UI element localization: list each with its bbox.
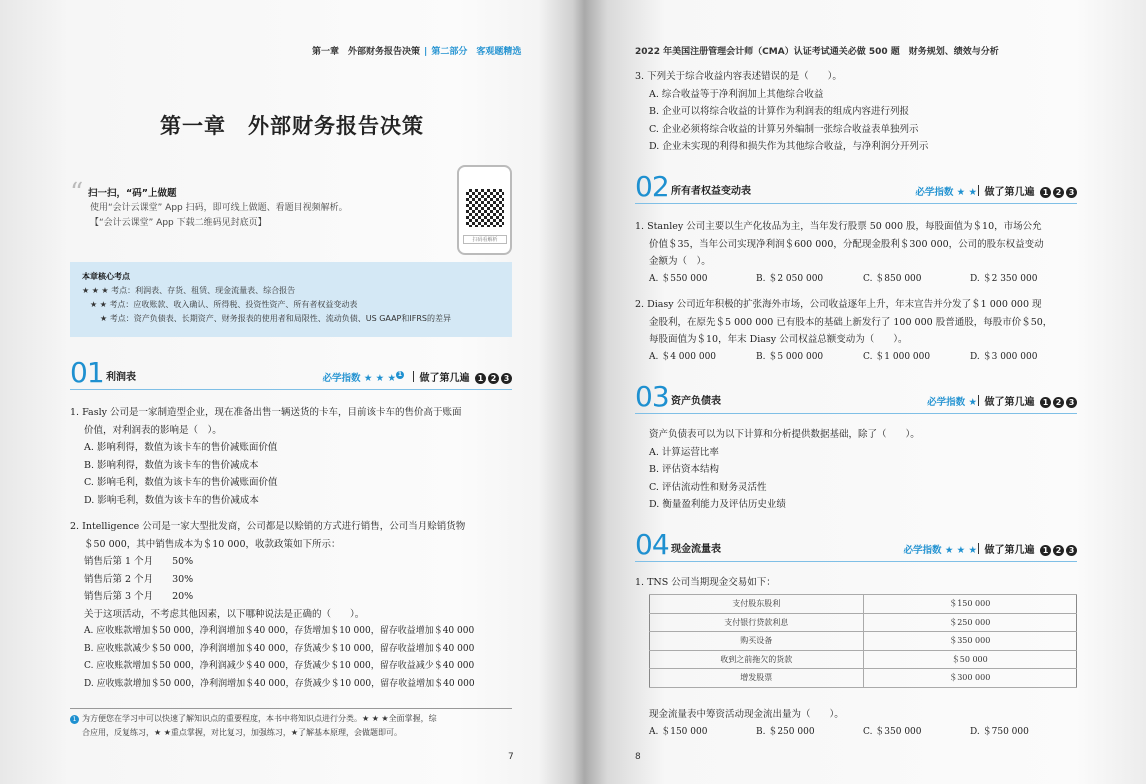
- s3q-option-a: A. 计算运营比率: [649, 446, 719, 458]
- q2-row-1: 销售后第 1 个月 50%: [84, 556, 194, 567]
- section-title: 资产负债表: [671, 396, 721, 407]
- attempt-counter: 做了第几遍 1 2 3: [978, 393, 1077, 408]
- s2q2-option-c: C. ＄1 000 000: [863, 351, 931, 362]
- s2q1-option-d: D. ＄2 350 000: [970, 273, 1038, 284]
- section-01-header: [70, 356, 512, 390]
- attempt-counter: 做了第几遍 1 2 3: [978, 541, 1077, 556]
- s4-question-stem: 1. TNS 公司当期现金交易如下：: [635, 577, 776, 588]
- q2-option-b: B. 应收账款减少＄50 000，净利润增加＄40 000，存货减少＄10 000，留存收益增加＄40 000: [84, 643, 475, 654]
- page-number-right: 8: [635, 752, 641, 762]
- s2-question-1: [635, 218, 1077, 288]
- scan-box: [70, 186, 348, 231]
- q3-option-b: B. 企业可以将综合收益的计算作为利润表的组成内容进行列报: [649, 106, 910, 117]
- attempt-2-icon[interactable]: 2: [488, 373, 499, 384]
- attempt-3-icon[interactable]: 3: [1066, 187, 1077, 198]
- s3q-stem: 资产负债表可以为以下计算和分析提供数据基础，除了（ ）。: [649, 429, 920, 440]
- s2q2-stem-3: 每股面值为＄10，年末 Diasy 公司权益总额变动为（ ）。: [649, 334, 908, 345]
- table-cell-item: 支付银行贷款利息: [650, 613, 864, 632]
- core-stars-2: ★ ★: [90, 300, 107, 309]
- q2-row-2: 销售后第 2 个月 30%: [84, 573, 194, 585]
- table-row: [650, 669, 1077, 688]
- importance-rating: 必学指数 ★: [927, 397, 977, 408]
- s4-question-2: [649, 706, 844, 724]
- core-line-3: 考点：资产负债表、长期资产、财务报表的使用者和局限性、流动负债、US GAAP和IFRS的差异: [109, 314, 451, 323]
- phone-icon: [457, 165, 512, 255]
- attempt-1-icon[interactable]: 1: [475, 373, 486, 384]
- importance-rating: 必学指数 ★ ★ ★: [903, 545, 977, 556]
- q1-stem-2: 价值，对利润表的影响是（ ）。: [84, 424, 222, 436]
- scan-title: 扫一扫，“码”上做题: [88, 188, 177, 199]
- page-number-left: 7: [508, 752, 514, 762]
- core-line-1: 考点：利润表、存货、租赁、现金流量表、综合报告: [111, 286, 296, 295]
- s2q1-stem-3: 金额为（ ）。: [649, 256, 711, 267]
- s3q-option-d: D. 衡量盈利能力及评估历史业绩: [649, 499, 786, 510]
- q2-option-d: D. 应收账款增加＄50 000，净利润增加＄40 000，存货减少＄10 000，留存收益增加＄40 000: [84, 678, 475, 689]
- q1-stem-1: 1. Fasly 公司是一家制造型企业，现在准备出售一辆送货的卡车，目前该卡车的售价高于账面: [70, 407, 462, 418]
- attempt-3-icon[interactable]: 3: [1066, 397, 1077, 408]
- question-1: [70, 404, 462, 509]
- table-cell-amount: ＄300 000: [863, 669, 1077, 688]
- section-number: 01: [70, 356, 104, 389]
- quote-mark-icon: “: [70, 178, 84, 208]
- s2q1-stem-2: 价值＄35，当年公司实现净利润＄600 000，分配现金股利＄300 000，公司的股东权益变动: [649, 238, 1044, 250]
- s2-question-2: [635, 296, 1077, 366]
- attempt-2-icon[interactable]: 2: [1053, 397, 1064, 408]
- section-number: 04: [635, 528, 669, 561]
- attempt-counter: 做了第几遍 1 2 3: [413, 369, 512, 384]
- question-3: [635, 68, 928, 156]
- phone-caption: 扫码看解析: [463, 235, 507, 244]
- importance-rating: 必学指数 ★ ★ ★ 1: [322, 371, 403, 384]
- table-cell-amount: ＄350 000: [863, 632, 1077, 651]
- footnote: [70, 708, 512, 740]
- s3q-option-b: B. 评估资本结构: [649, 464, 720, 475]
- q3-option-a: A. 综合收益等于净利润加上其他综合收益: [649, 88, 824, 100]
- core-stars-3: ★ ★ ★: [82, 286, 109, 295]
- section-03-header: [635, 380, 1077, 414]
- q1-option-b: B. 影响利得，数值为该卡车的售价减成本: [84, 459, 259, 471]
- core-stars-1: ★: [100, 314, 108, 323]
- q1-option-a: A. 影响利得，数值为该卡车的售价减账面价值: [84, 442, 278, 453]
- header-chapter: 第一章 外部财务报告决策: [312, 47, 421, 57]
- table-cell-item: 支付股东股利: [650, 595, 864, 614]
- core-title: 本章核心考点: [82, 272, 130, 281]
- s2q2-option-b: B. ＄5 000 000: [756, 351, 824, 362]
- section-number: 03: [635, 380, 669, 413]
- q1-option-d: D. 影响毛利，数值为该卡车的售价减成本: [84, 494, 259, 506]
- s3-question: [649, 426, 920, 514]
- importance-rating: 必学指数 ★ ★: [915, 187, 977, 198]
- attempt-1-icon[interactable]: 1: [1040, 397, 1051, 408]
- s2q2-stem-1: 2. Diasy 公司近年积极的扩张海外市场，公司收益逐年上升，年末宣告并分发了＄1 000 000 现: [635, 299, 1042, 310]
- cash-transactions-table: [649, 594, 1077, 688]
- q3-stem: 3. 下列关于综合收益内容表述错误的是（ ）。: [635, 71, 842, 82]
- section-02-header: [635, 170, 1077, 204]
- right-page: [573, 0, 1146, 784]
- s4q-stem-2: 现金流量表中筹资活动现金流出量为（ ）。: [649, 709, 844, 720]
- question-2: [70, 518, 475, 693]
- attempt-1-icon[interactable]: 1: [1040, 187, 1051, 198]
- s2q1-option-a: A. ＄550 000: [649, 273, 708, 284]
- footnote-marker-icon: 1: [70, 715, 79, 724]
- s2q2-stem-2: 金股利，在原先＄5 000 000 已有股本的基础上新发行了 100 000 股普通股，每股市价＄50，: [649, 316, 1053, 328]
- footnote-line-1: 为方便您在学习中可以快速了解知识点的重要程度，本书中将知识点进行分类。★ ★ ★全面掌握，综: [82, 714, 437, 723]
- q2-option-c: C. 应收账款增加＄50 000，净利润减少＄40 000，存货减少＄10 000，留存收益减少＄40 000: [84, 661, 475, 671]
- footnote-line-2: 合应用，反复练习，★ ★重点掌握，对比复习，加强练习，★了解基本原理，会做题即可。: [82, 728, 403, 737]
- q2-stem-2: ＄50 000，其中销售成本为＄10 000，收款政策如下所示：: [84, 538, 341, 550]
- qr-code-icon[interactable]: [466, 189, 504, 227]
- attempt-3-icon[interactable]: 3: [501, 373, 512, 384]
- core-line-2: 考点：应收账款、收入确认、所得税、投资性资产、所有者权益变动表: [109, 300, 358, 309]
- table-row: [650, 632, 1077, 651]
- s4-options: [635, 724, 1077, 742]
- footnote-marker-icon: 1: [397, 371, 403, 378]
- section-title: 所有者权益变动表: [671, 186, 751, 197]
- q2-row-3: 销售后第 3 个月 20%: [84, 591, 194, 602]
- s4q-option-b: B. ＄250 000: [756, 727, 815, 737]
- q2-stem-3: 关于这项活动，不考虑其他因素，以下哪种说法是正确的（ ）。: [84, 608, 365, 620]
- section-title: 现金流量表: [671, 544, 721, 555]
- attempt-1-icon[interactable]: 1: [1040, 545, 1051, 556]
- right-running-header: 2022 年美国注册管理会计师（CMA）认证考试通关必做 500 题 财务规划、绩效与分析: [635, 47, 999, 57]
- table-cell-amount: ＄150 000: [863, 595, 1077, 614]
- q2-stem-1: 2. Intelligence 公司是一家大型批发商，公司都是以赊销的方式进行销售，公司当月赊销货物: [70, 521, 466, 532]
- header-part: 第二部分 客观题精选: [431, 47, 522, 57]
- table-row: [650, 595, 1077, 614]
- s2q1-option-b: B. ＄2 050 000: [756, 273, 824, 284]
- s2q1-option-c: C. ＄850 000: [863, 273, 922, 284]
- s2q2-option-d: D. ＄3 000 000: [970, 351, 1038, 362]
- s2q2-option-a: A. ＄4 000 000: [649, 351, 717, 362]
- q1-option-c: C. 影响毛利，数值为该卡车的售价减账面价值: [84, 477, 278, 488]
- section-title: 利润表: [106, 372, 136, 383]
- attempt-2-icon[interactable]: 2: [1053, 187, 1064, 198]
- table-cell-item: 收到之前拖欠的货款: [650, 650, 864, 669]
- attempt-2-icon[interactable]: 2: [1053, 545, 1064, 556]
- table-row: [650, 613, 1077, 632]
- attempt-3-icon[interactable]: 3: [1066, 545, 1077, 556]
- table-cell-item: 增发股票: [650, 669, 864, 688]
- section-number: 02: [635, 170, 669, 203]
- q3-option-c: C. 企业必须将综合收益的计算另外编制一张综合收益表单独列示: [649, 123, 919, 135]
- table-cell-amount: ＄250 000: [863, 613, 1077, 632]
- s4q-option-a: A. ＄150 000: [649, 727, 708, 737]
- s2q1-stem-1: 1. Stanley 公司主要以生产化妆品为主，当年发行股票 50 000 股，每股面值为＄10，市场公允: [635, 221, 1042, 232]
- chapter-title: 第一章 外部财务报告决策: [160, 113, 424, 138]
- s4q-option-c: C. ＄350 000: [863, 727, 922, 737]
- table-cell-amount: ＄50 000: [863, 650, 1077, 669]
- s4q-option-d: D. ＄750 000: [970, 727, 1029, 737]
- q3-option-d: D. 企业未实现的利得和损失作为其他综合收益，与净利润分开列示: [649, 141, 929, 152]
- table-row: [650, 650, 1077, 669]
- core-points-box: [70, 262, 512, 337]
- left-running-header: 第一章 外部财务报告决策 | 第二部分 客观题精选: [312, 47, 522, 57]
- scan-line-1: 使用“会计云课堂” App 扫码，即可线上做题、看题目视频解析。: [90, 203, 348, 213]
- scan-line-2: 【“会计云课堂” App 下载二维码见封底页】: [90, 218, 267, 228]
- s3q-option-c: C. 评估流动性和财务灵活性: [649, 481, 767, 493]
- q2-option-a: A. 应收账款增加＄50 000，净利润增加＄40 000，存货增加＄10 000，留存收益增加＄40 000: [84, 626, 475, 636]
- section-04-header: [635, 528, 1077, 562]
- attempt-counter: 做了第几遍 1 2 3: [978, 183, 1077, 198]
- table-cell-item: 购买设备: [650, 632, 864, 651]
